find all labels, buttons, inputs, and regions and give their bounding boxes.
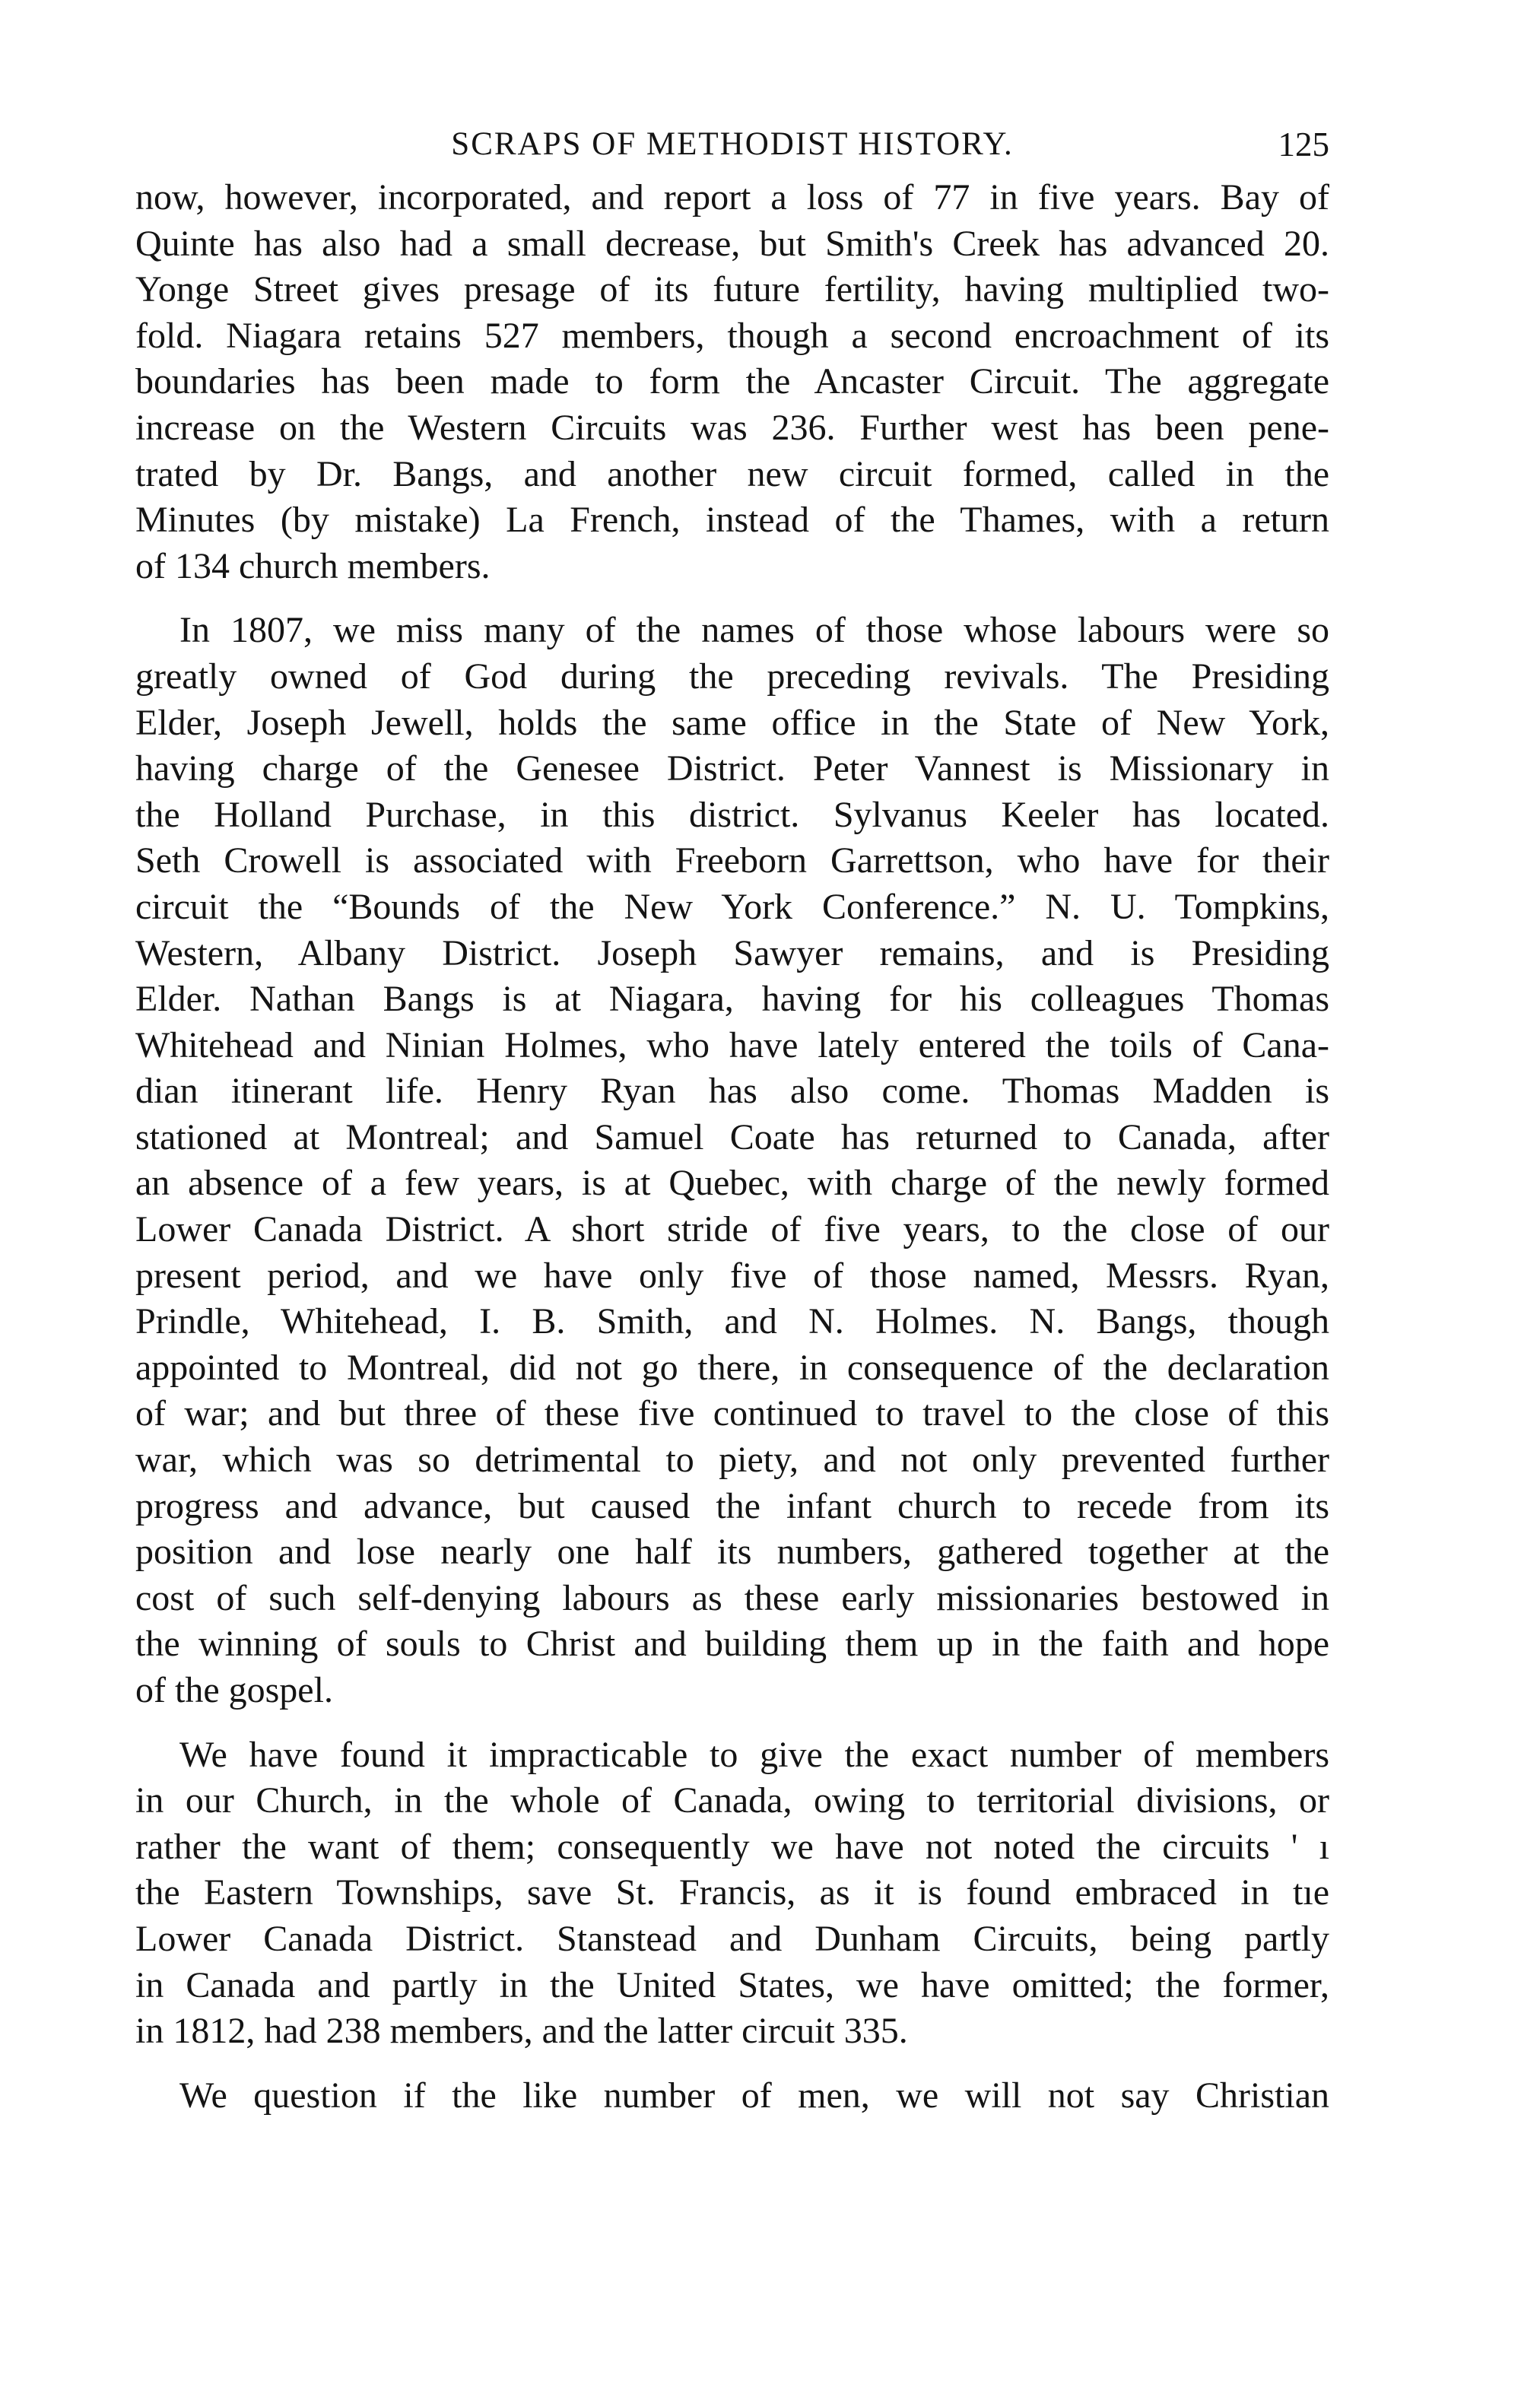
paragraph-gap [135, 589, 1329, 608]
text-line: position and lose nearly one half its numbers, gathered together at the [135, 1532, 1329, 1573]
paragraph-gap [135, 2055, 1329, 2073]
text-line: in Canada and partly in the United States, we have omitted; the former, [135, 1964, 1329, 2005]
text-line: progress and advance, but caused the infant church to recede from its [135, 1485, 1329, 1526]
text-line: Minutes (by mistake) La French, instead of the Thames, with a return [135, 500, 1329, 541]
text-line: rather the want of them; consequently we have not noted the circuits ' ı [135, 1826, 1329, 1867]
text-line: an absence of a few years, is at Quebec, with charge of the newly formed [135, 1163, 1329, 1204]
text-line: stationed at Montreal; and Samuel Coate has returned to Canada, after [135, 1116, 1329, 1157]
text-line: the Holland Purchase, in this district. Sylvanus Keeler has located. [135, 794, 1329, 835]
text-line: Lower Canada District. Stanstead and Dunham Circuits, being partly [135, 1918, 1329, 1959]
text-line: having charge of the Genesee District. Peter Vannest is Missionary in [135, 748, 1329, 789]
text-line: now, however, incorporated, and report a loss of 77 in five years. Bay of [135, 177, 1329, 217]
text-line: We have found it impracticable to give the exact number of members [179, 1734, 1329, 1775]
text-line: Prindle, Whitehead, I. B. Smith, and N. Holmes. N. Bangs, though [135, 1301, 1329, 1342]
text-line: In 1807, we miss many of the names of those whose labours were so [179, 610, 1329, 651]
text-line: boundaries has been made to form the Ancaster Circuit. The aggregate [135, 361, 1329, 402]
text-line: circuit the “Bounds of the New York Conference.” N. U. Tompkins, [135, 886, 1329, 927]
text-line: the Eastern Townships, save St. Francis, as it is found embraced in tıe [135, 1872, 1329, 1913]
text-line: present period, and we have only five of those named, Messrs. Ryan, [135, 1255, 1329, 1296]
text-line: Yonge Street gives presage of its future fertility, having multiplied two- [135, 269, 1329, 310]
running-title: SCRAPS OF METHODIST HISTORY. [451, 126, 1014, 162]
text-line: in 1812, had 238 members, and the latter circuit 335. [135, 2011, 908, 2052]
page-header [135, 122, 1329, 167]
text-line: Whitehead and Ninian Holmes, who have lately entered the toils of Cana- [135, 1024, 1329, 1065]
text-line: Seth Crowell is associated with Freeborn Garrettson, who have for their [135, 840, 1329, 881]
paragraph-1 [135, 175, 1329, 589]
text-line: Elder. Nathan Bangs is at Niagara, having for his colleagues Thomas [135, 979, 1329, 1020]
paragraph-4 [135, 2073, 1329, 2119]
paragraph-2 [135, 608, 1329, 1713]
text-line: cost of such self-denying labours as these early missionaries bestowed in [135, 1577, 1329, 1618]
text-line: fold. Niagara retains 527 members, though a second encroachment of its [135, 315, 1329, 356]
text-line: war, which was so detrimental to piety, and not only prevented further [135, 1440, 1329, 1481]
text-line: We question if the like number of men, we will not say Christian [179, 2075, 1329, 2116]
text-line: Lower Canada District. A short stride of five years, to the close of our [135, 1209, 1329, 1250]
text-line: greatly owned of God during the preceding revivals. The Presiding [135, 656, 1329, 697]
text-line: increase on the Western Circuits was 236. Further west has been pene- [135, 407, 1329, 448]
body-text [135, 175, 1329, 2119]
paragraph-3 [135, 1732, 1329, 2055]
text-line: Western, Albany District. Joseph Sawyer remains, and is Presiding [135, 932, 1329, 973]
text-line: appointed to Montreal, did not go there, in consequence of the declaration [135, 1347, 1329, 1388]
text-line: Quinte has also had a small decrease, but Smith's Creek has advanced 20. [135, 223, 1329, 264]
text-line: Elder, Joseph Jewell, holds the same office in the State of New York, [135, 702, 1329, 743]
text-line: of 134 church members. [135, 545, 491, 586]
text-line: trated by Dr. Bangs, and another new circuit formed, called in the [135, 453, 1329, 494]
page-number: 125 [1278, 125, 1329, 164]
text-line: in our Church, in the whole of Canada, owing to territorial divisions, or [135, 1780, 1329, 1821]
paragraph-gap [135, 1714, 1329, 1732]
text-line: of the gospel. [135, 1670, 333, 1710]
text-line: of war; and but three of these five continued to travel to the close of this [135, 1393, 1329, 1434]
text-line: dian itinerant life. Henry Ryan has also come. Thomas Madden is [135, 1071, 1329, 1112]
text-line: the winning of souls to Christ and building them up in the faith and hope [135, 1624, 1329, 1665]
